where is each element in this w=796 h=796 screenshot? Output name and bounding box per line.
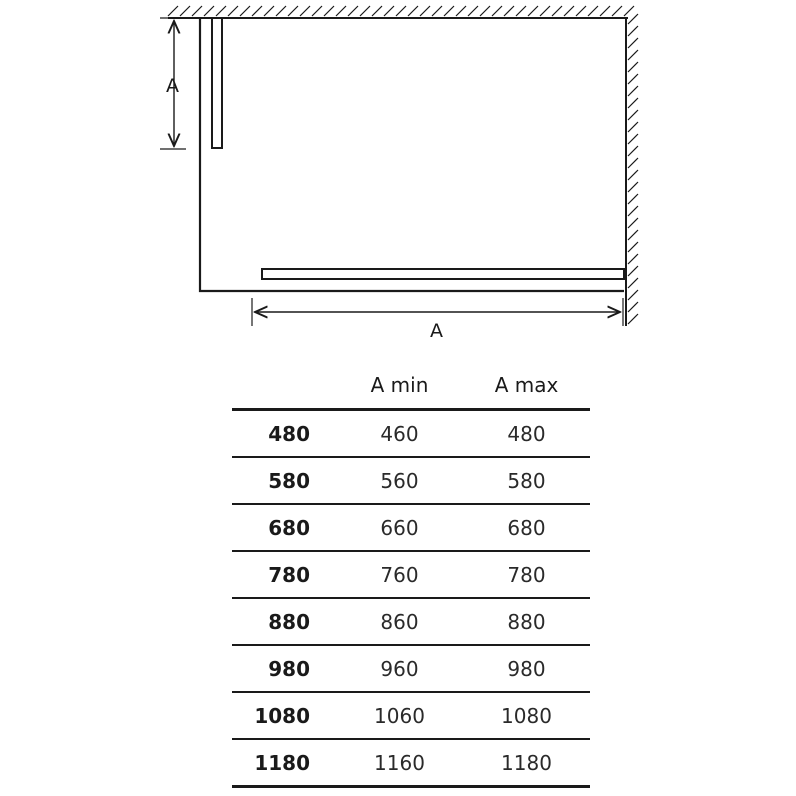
horizontal-dimension <box>252 298 623 340</box>
horizontal-panel <box>262 269 624 279</box>
size-cell: 1080 <box>232 692 336 739</box>
size-column-header <box>232 362 336 410</box>
a-max-cell: 880 <box>463 598 590 645</box>
a-max-column-header: A max <box>463 362 590 410</box>
a-max-cell: 980 <box>463 645 590 692</box>
size-cell: 480 <box>232 410 336 458</box>
size-table <box>232 362 590 788</box>
size-cell: 880 <box>232 598 336 645</box>
a-min-cell: 1060 <box>336 692 463 739</box>
vertical-dimension-label: A <box>166 75 179 97</box>
a-min-cell: 560 <box>336 457 463 504</box>
size-cell: 580 <box>232 457 336 504</box>
vertical-panel <box>212 18 222 148</box>
size-cell: 980 <box>232 645 336 692</box>
a-max-cell: 480 <box>463 410 590 458</box>
table-row <box>232 739 590 787</box>
a-min-cell: 460 <box>336 410 463 458</box>
table-row <box>232 598 590 645</box>
table-row <box>232 551 590 598</box>
a-min-cell: 960 <box>336 645 463 692</box>
table-header-row <box>232 362 590 410</box>
shower-panel-diagram <box>0 0 796 340</box>
a-max-cell: 1180 <box>463 739 590 787</box>
table-row <box>232 645 590 692</box>
size-cell: 1180 <box>232 739 336 787</box>
a-min-cell: 860 <box>336 598 463 645</box>
ceiling-wall <box>168 6 634 18</box>
horizontal-dimension-label: A <box>430 320 443 340</box>
size-cell: 680 <box>232 504 336 551</box>
size-cell: 780 <box>232 551 336 598</box>
vertical-dimension <box>160 18 186 149</box>
a-min-cell: 660 <box>336 504 463 551</box>
table-row <box>232 504 590 551</box>
a-max-cell: 580 <box>463 457 590 504</box>
a-max-cell: 680 <box>463 504 590 551</box>
right-wall <box>626 14 638 326</box>
a-min-cell: 1160 <box>336 739 463 787</box>
a-min-cell: 760 <box>336 551 463 598</box>
table-row <box>232 457 590 504</box>
table-row <box>232 692 590 739</box>
table-row <box>232 410 590 458</box>
shower-tray-outline <box>200 18 624 291</box>
a-max-cell: 780 <box>463 551 590 598</box>
a-max-cell: 1080 <box>463 692 590 739</box>
a-min-column-header: A min <box>336 362 463 410</box>
